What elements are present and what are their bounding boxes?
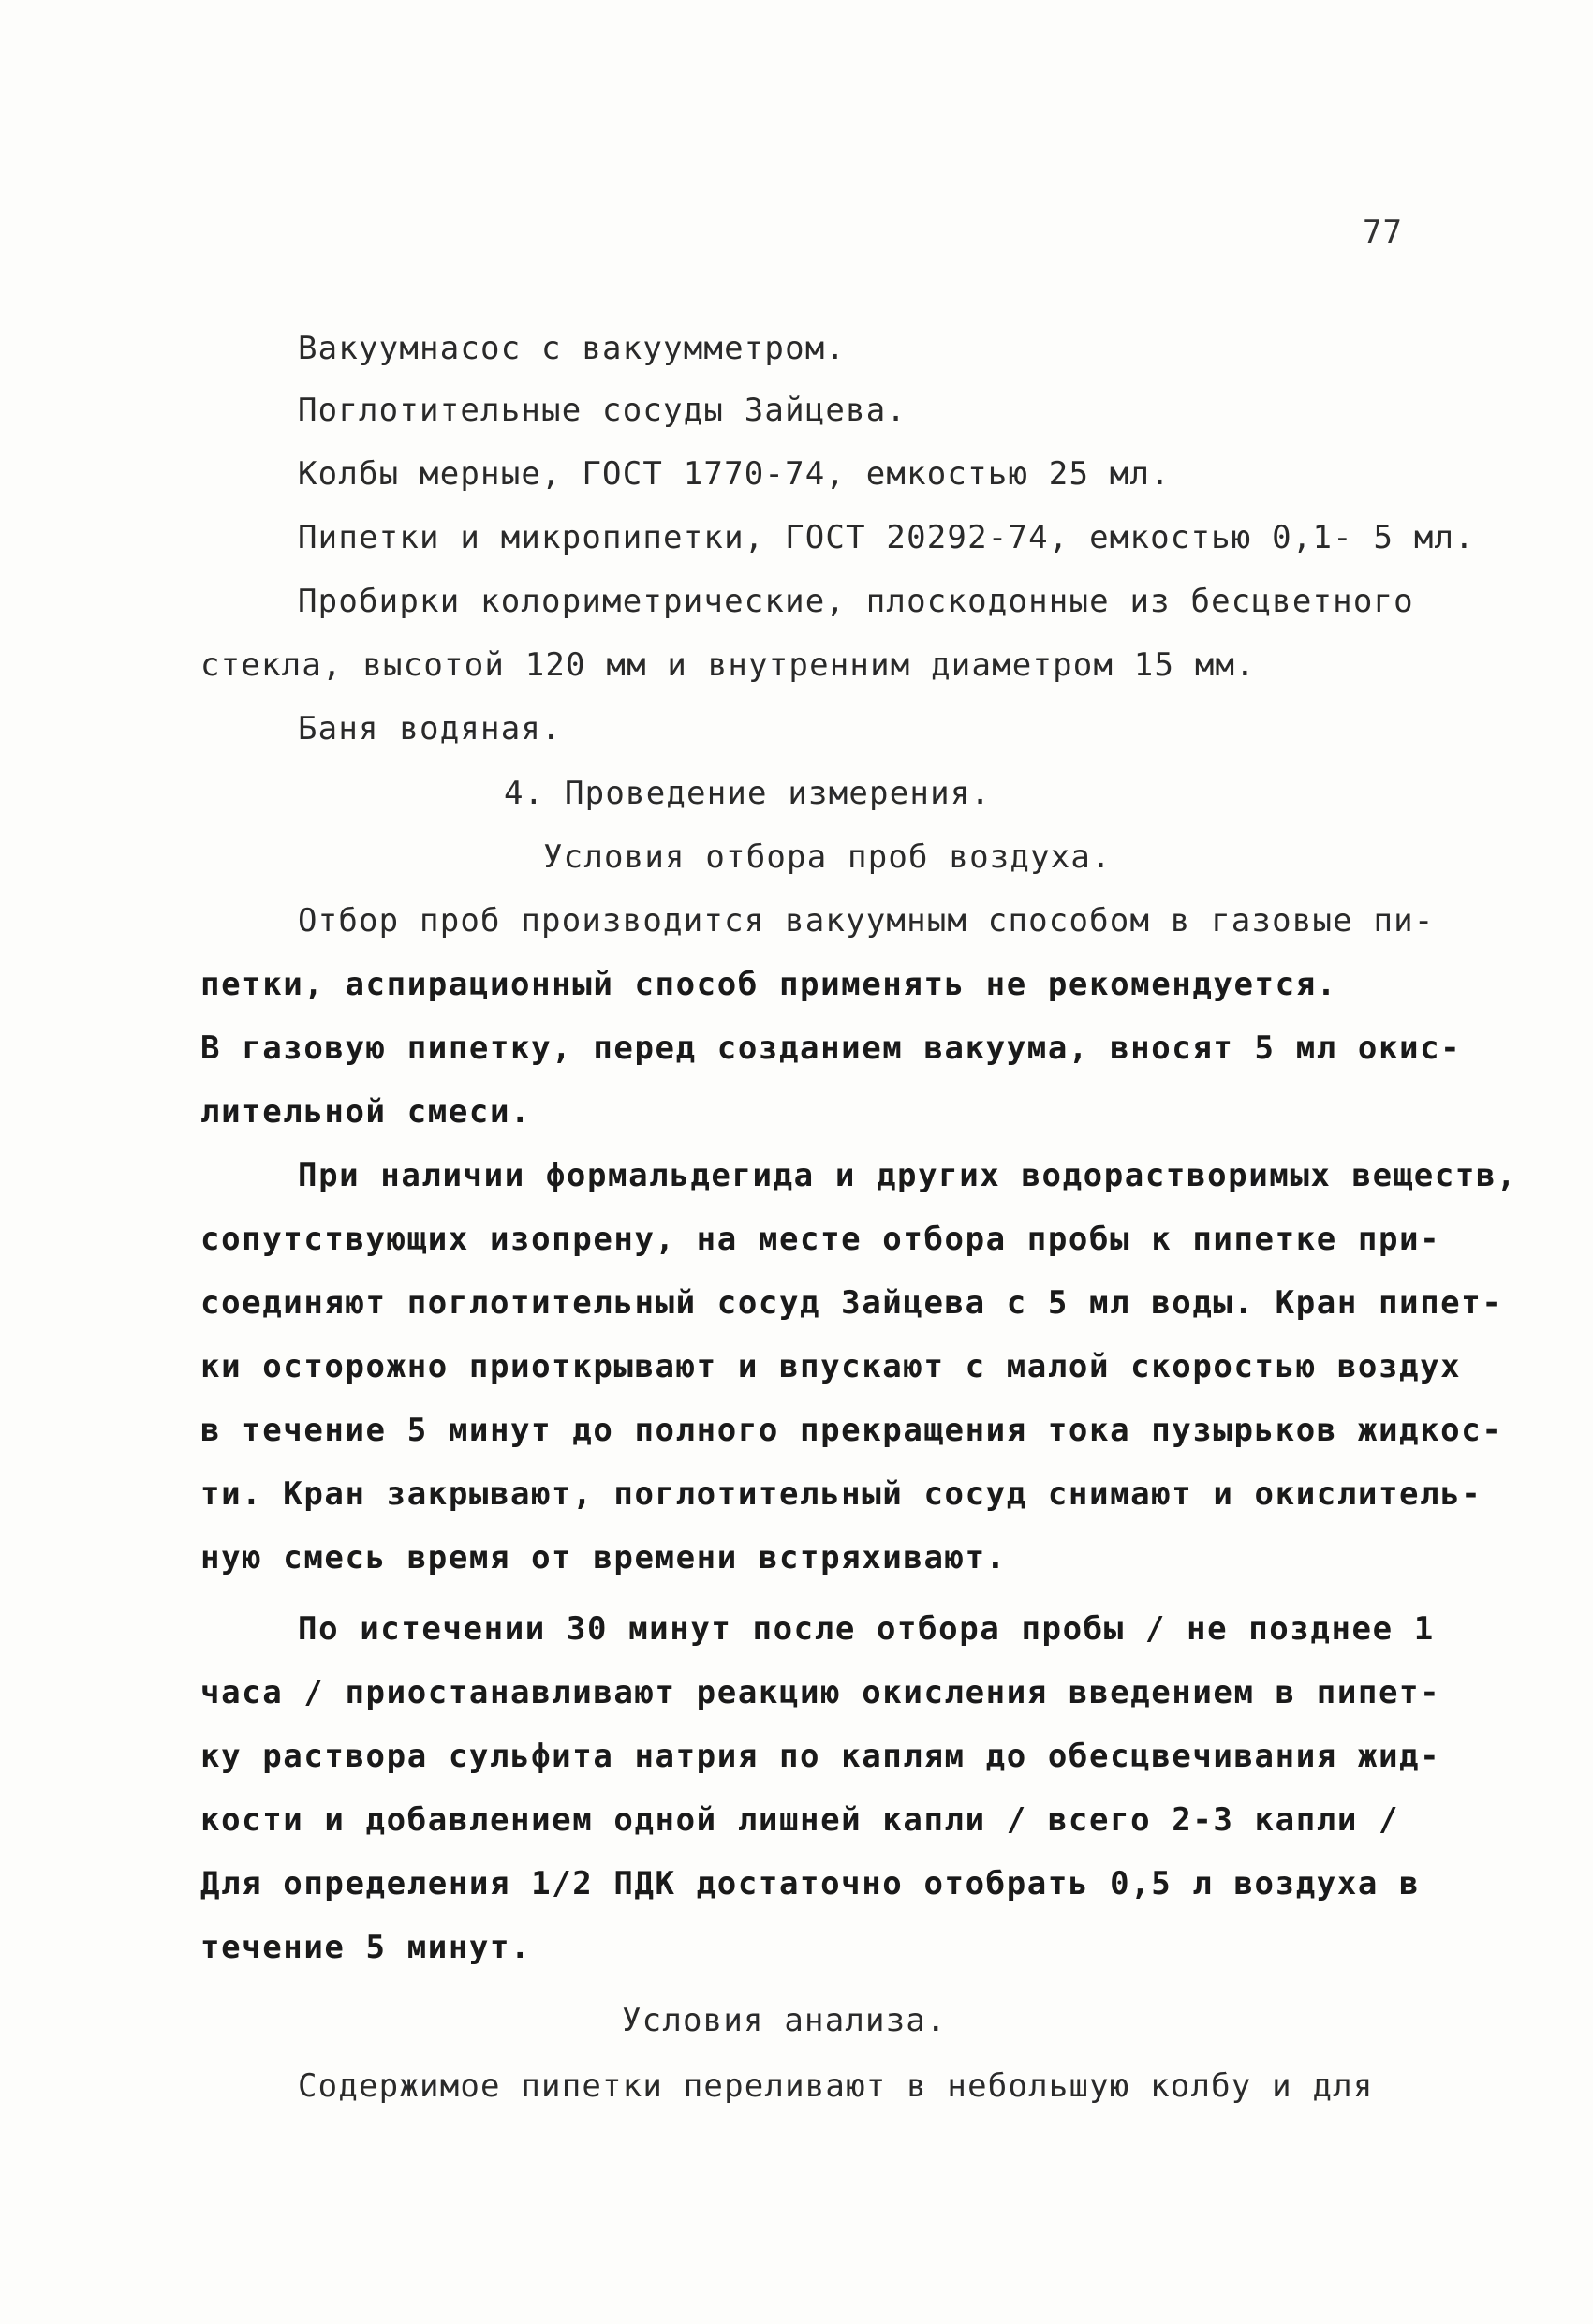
paragraph-line: в течение 5 минут до полного прекращения тока пузырьков жидкос-: [200, 1412, 1503, 1449]
paragraph-line: лительной смеси.: [200, 1093, 532, 1131]
equipment-line: стекла, высотой 120 мм и внутренним диаметром 15 мм.: [200, 646, 1256, 684]
paragraph-line: Для определения 1/2 ПДК достаточно отобрать 0,5 л воздуха в: [200, 1865, 1421, 1902]
equipment-line: Пробирки колориметрические, плоскодонные из бесцветного: [298, 583, 1414, 620]
paragraph-line: Содержимое пипетки переливают в небольшую колбу и для: [298, 2067, 1374, 2105]
equipment-line: Колбы мерные, ГОСТ 1770-74, емкостью 25 мл.: [298, 455, 1171, 493]
section-heading: 4. Проведение измерения.: [504, 775, 992, 812]
subsection-heading: Условия анализа.: [622, 2002, 947, 2039]
paragraph-line: петки, аспирационный способ применять не рекомендуется.: [200, 966, 1337, 1003]
paragraph-line: течение 5 минут.: [200, 1929, 532, 1966]
paragraph-line: В газовую пипетку, перед созданием вакуума, вносят 5 мл окис-: [200, 1029, 1462, 1067]
equipment-line: Баня водяная.: [298, 710, 562, 748]
paragraph-line: сопутствующих изопрену, на месте отбора пробы к пипетке при-: [200, 1221, 1441, 1258]
paragraph-line: соединяют поглотительный сосуд Зайцева с 5 мл воды. Кран пипет-: [200, 1284, 1503, 1322]
paragraph-line: При наличии формальдегида и других водорастворимых веществ,: [298, 1157, 1518, 1194]
paragraph-line: ную смесь время от времени встряхивают.: [200, 1539, 1007, 1576]
paragraph-line: часа / приостанавливают реакцию окисления введением в пипет-: [200, 1674, 1441, 1711]
paragraph-line: ки осторожно приоткрывают и впускают с малой скоростью воздух: [200, 1348, 1462, 1385]
equipment-line: Поглотительные сосуды Зайцева.: [298, 392, 907, 429]
paragraph-line: ти. Кран закрывают, поглотительный сосуд снимают и окислитель-: [200, 1475, 1482, 1513]
paragraph-line: кости и добавлением одной лишней капли / всего 2-3 капли /: [200, 1801, 1400, 1839]
equipment-line: Пипетки и микропипетки, ГОСТ 20292-74, емкостью 0,1- 5 мл.: [298, 519, 1475, 556]
page-number: 77: [1363, 214, 1403, 251]
paragraph-line: По истечении 30 минут после отбора пробы / не позднее 1: [298, 1610, 1435, 1648]
subsection-heading: Условия отбора проб воздуха.: [543, 838, 1112, 876]
paragraph-line: Отбор проб производится вакуумным способом в газовые пи-: [298, 902, 1435, 940]
equipment-line: Вакуумнасос с вакуумметром.: [298, 330, 847, 367]
paragraph-line: ку раствора сульфита натрия по каплям до обесцвечивания жид-: [200, 1738, 1441, 1775]
